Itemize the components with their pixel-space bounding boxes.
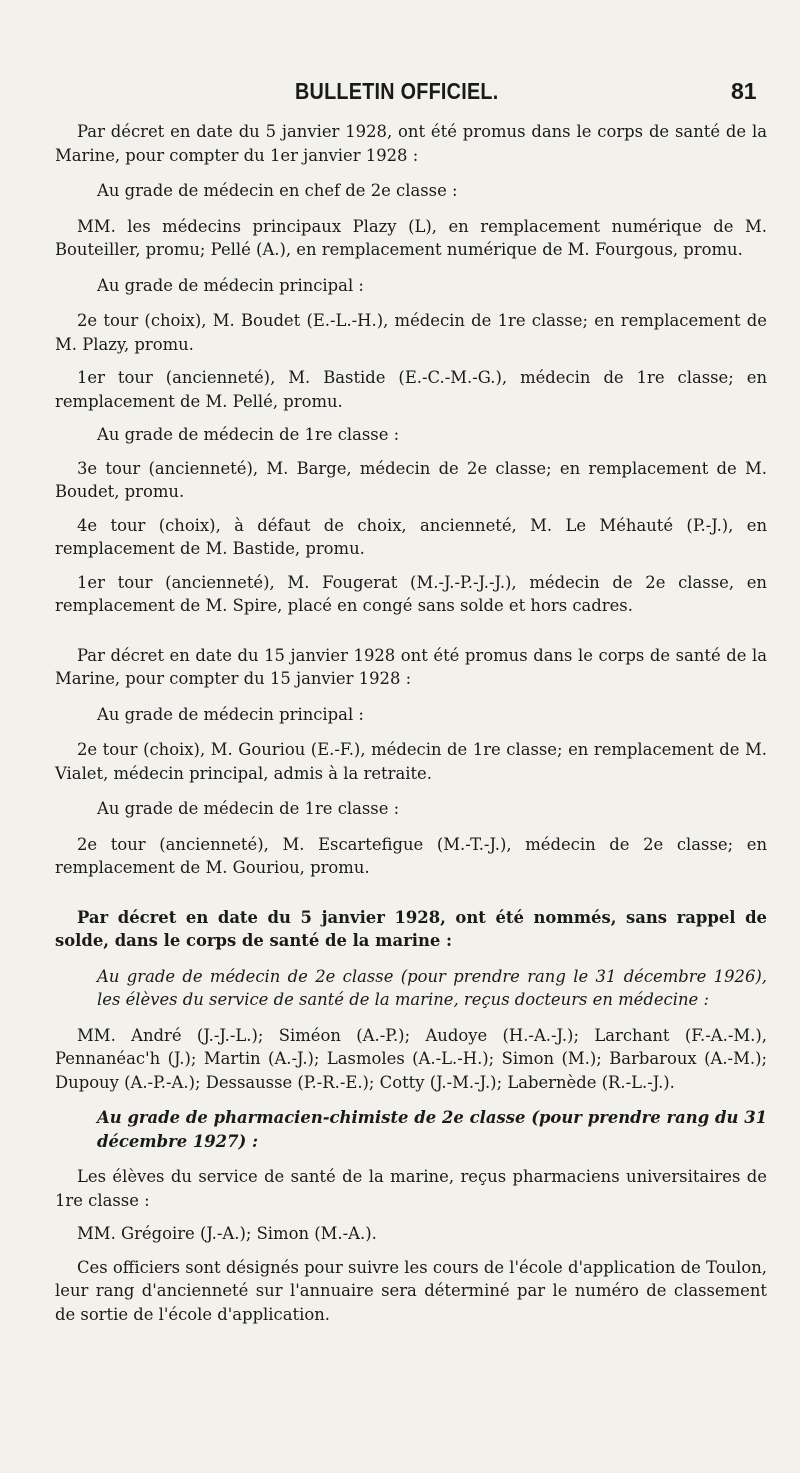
- document-body: [55, 120, 767, 1326]
- decree-1-intro: Par décret en date du 5 janvier 1928, ont été promus dans le corps de santé de la Marine, pour compter du 1er janvier 1928 :: [55, 122, 767, 165]
- decree-2-intro: Par décret en date du 15 janvier 1928 ont été promus dans le corps de santé de la Marine, pour compter du 15 janvier 1928 :: [55, 645, 767, 688]
- promotion-entry: 1er tour (ancienneté), M. Fougerat (M.-J.-P.-J.-J.), médecin de 2e classe, en remplacement de M. Spire, placé en congé sans solde et hors cadres.: [55, 572, 767, 615]
- promotion-entry: 1er tour (ancienneté), M. Bastide (E.-C.-M.-G.), médecin de 1re classe; en remplacement de M. Pellé, promu.: [55, 368, 767, 411]
- bulletin-title: BULLETIN OFFICIEL.: [295, 78, 499, 104]
- promotion-entry: 2e tour (choix), M. Boudet (E.-L.-H.), médecin de 1re classe; en remplacement de M. Plazy, promu.: [55, 311, 767, 354]
- grade-heading-pharmacien: Au grade de pharmacien-chimiste de 2e classe (pour prendre rang du 31 décembre 1927) :: [97, 1108, 767, 1151]
- grade-heading: Au grade de médecin en chef de 2e classe :: [97, 181, 458, 200]
- grade-heading: Au grade de médecin de 1re classe :: [97, 425, 400, 444]
- grade-heading: Au grade de médecin de 1re classe :: [97, 799, 400, 818]
- promotion-entry: 4e tour (choix), à défaut de choix, ancienneté, M. Le Méhauté (P.-J.), en remplacement de M. Bastide, promu.: [55, 515, 767, 558]
- page-number: 81: [731, 78, 757, 104]
- promotion-entry: 2e tour (ancienneté), M. Escartefigue (M.-T.-J.), médecin de 2e classe; en remplacement de M. Gouriou, promu.: [55, 834, 767, 877]
- closing-paragraph: Ces officiers sont désignés pour suivre les cours de l'école d'application de Toulon, leur rang d'ancienneté sur l'annuaire sera déterminé par le numéro de classement de sortie de l'école d'application.: [55, 1257, 767, 1324]
- page-header: [0, 78, 800, 112]
- grade-heading: Au grade de médecin principal :: [97, 704, 364, 724]
- decree-3-intro: Par décret en date du 5 janvier 1928, ont été nommés, sans rappel de solde, dans le corps de santé de la marine :: [55, 907, 767, 950]
- eleves-pharmaciens: Les élèves du service de santé de la marine, reçus pharmaciens universitaires de 1re classe :: [55, 1167, 767, 1210]
- names-list-medecins: MM. André (J.-J.-L.); Siméon (A.-P.); Audoye (H.-A.-J.); Larchant (F.-A.-M.), Pennanéac'h (J.); Martin (A.-J.); Lasmoles (A.-L.-H.); Simon (M.); Barbaroux (A.-M.); Dupouy (A.-P.-A.); Dessaussе (P.-R.-E.); Cotty (J.-M.-J.); Labernède (R.-L.-J.).: [55, 1025, 767, 1092]
- names-list-pharmaciens: MM. Grégoire (J.-A.); Simon (M.-A.).: [77, 1224, 377, 1243]
- grade-heading: Au grade de médecin principal :: [97, 275, 364, 295]
- promotion-entry: 2e tour (choix), M. Gouriou (E.-F.), médecin de 1re classe; en remplacement de M. Vialet, médecin principal, admis à la retraite.: [55, 740, 767, 783]
- promotion-entry: MM. les médecins principaux Plazy (L), en remplacement numérique de M. Bouteiller, promu; Pellé (A.), en remplacement numérique de M. Fourgous, promu.: [55, 216, 767, 259]
- promotion-entry: 3e tour (ancienneté), M. Barge, médecin de 2e classe; en remplacement de M. Boudet, promu.: [55, 458, 767, 501]
- grade-heading-medecin: Au grade de médecin de 2e classe (pour prendre rang le 31 décembre 1926), les élèves du service de santé de la marine, reçus docteurs en médecine :: [97, 966, 767, 1009]
